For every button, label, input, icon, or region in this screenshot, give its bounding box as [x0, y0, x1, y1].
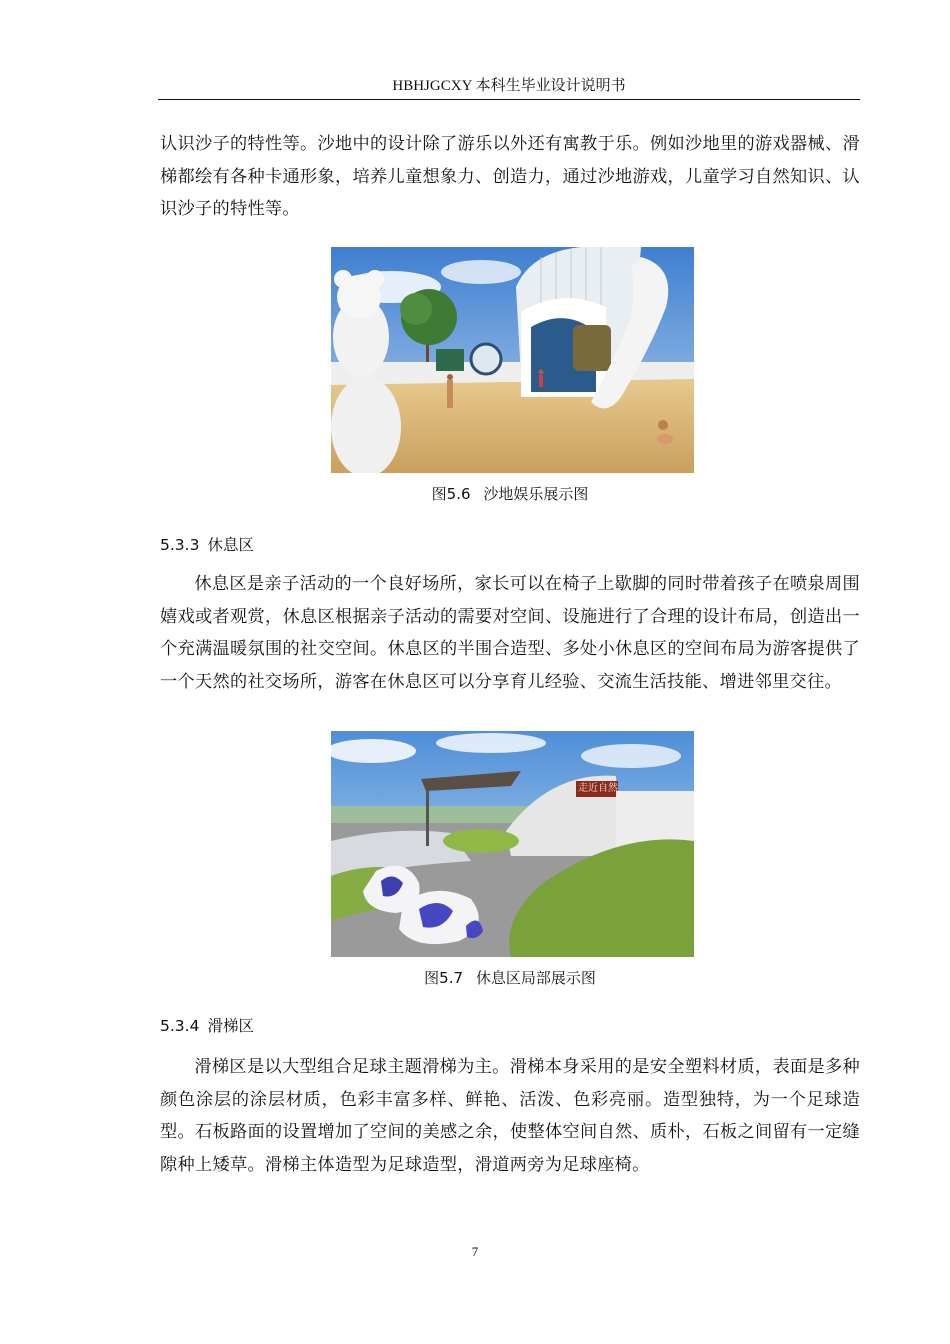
figure-rest-area-render — [331, 731, 694, 957]
figure-number: 图5.6 — [431, 485, 471, 503]
figure-caption-sand-play — [160, 484, 860, 504]
section-heading-rest-area — [160, 535, 254, 555]
paragraph-rest-area: 休息区是亲子活动的一个良好场所，家长可以在椅子上歇脚的同时带着孩子在喷泉周围嬉戏或者观赏，休息区根据亲子活动的需要对空间、设施进行了合理的设计布局，创造出一个充满温暖氛围的社交空间。休息区的半围合造型、多处小休息区的空间布局为游客提供了一个天然的社交场所，游客在休息区可以分享育儿经验、交流生活技能、增进邻里交往。 — [160, 574, 860, 692]
figure-number: 图5.7 — [424, 969, 464, 987]
section-title: 滑梯区 — [207, 1017, 254, 1035]
page-header: HBHJGCXY 本科生毕业设计说明书 — [392, 78, 626, 94]
paragraph-slide-area: 滑梯区是以大型组合足球主题滑梯为主。滑梯本身采用的是安全塑料材质，表面是多种颜色涂层的涂层材质，色彩丰富多样、鲜艳、活泼、色彩亮丽。造型独特，为一个足球造型。石板路面的设置增加了空间的美感之余，使整体空间自然、质朴，石板之间留有一定缝隙种上矮草。滑梯主体造型为足球造型，滑道两旁为足球座椅。 — [160, 1057, 860, 1175]
page-number: 7 — [471, 1244, 479, 1259]
section-number: 5.3.3 — [160, 536, 200, 554]
header-rule — [158, 99, 860, 100]
section-number: 5.3.4 — [160, 1017, 200, 1035]
paragraph-sand-education: 认识沙子的特性等。沙地中的设计除了游乐以外还有寓教于乐。例如沙地里的游戏器械、滑梯都绘有各种卡通形象，培养儿童想象力、创造力，通过沙地游戏，儿童学习自然知识、认识沙子的特性等。 — [160, 134, 860, 219]
section-heading-slide-area — [160, 1016, 254, 1036]
figure-caption-text: 休息区局部展示图 — [475, 969, 596, 987]
section-title: 休息区 — [207, 536, 254, 554]
figure-sand-play-render — [331, 247, 694, 473]
figure-caption-rest-area — [160, 968, 860, 988]
figure-caption-text: 沙地娱乐展示图 — [483, 485, 589, 503]
rest-area-sign: 走近自然 — [578, 783, 618, 794]
